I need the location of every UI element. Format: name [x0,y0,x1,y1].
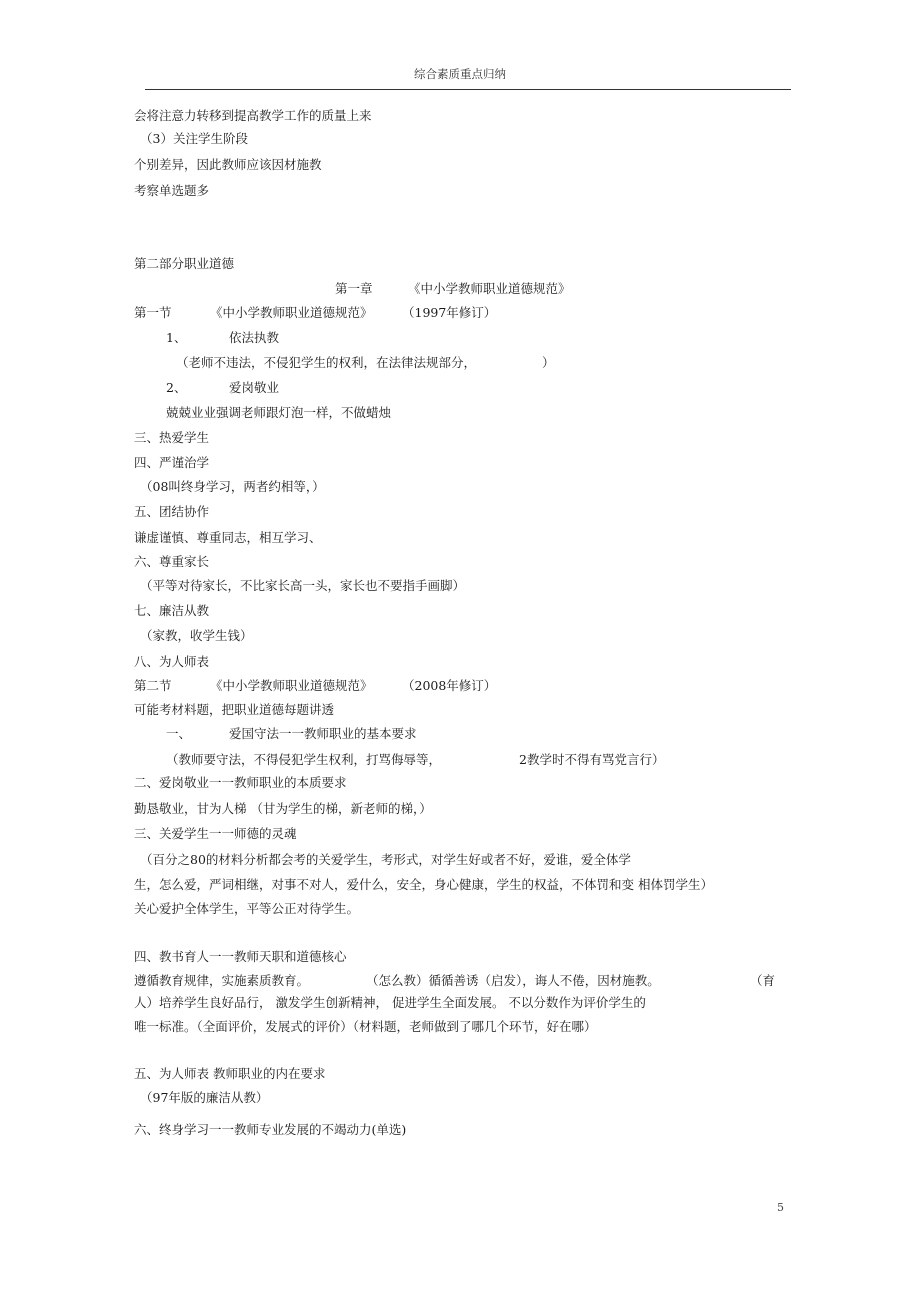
text-line: （97年版的廉洁从教） [140,1090,269,1105]
chapter-label: 第一章 [335,281,373,296]
text-line: ） [542,355,555,370]
text-line: （平等对待家长，不比家长高一头，家长也不要指手画脚） [140,578,466,593]
text-line: （百分之80的材料分析都会考的关爱学生，考形式，对学生好或者不好，爱谁，爱全体学 [140,852,631,867]
item-heading: 五、团结协作 [134,504,210,519]
text-line: 会将注意力转移到提高教学工作的质量上来 [134,108,372,123]
section-label: 第一节 [134,305,172,320]
item-heading: 七、廉洁从教 [134,603,210,618]
chapter-title: 《中小学教师职业道德规范》 [408,281,571,296]
section-year: （2008年修订） [402,678,497,693]
text-line: （育 [750,973,776,988]
item-number: 一、 [166,726,192,741]
text-line: 2教学时不得有骂党言行） [519,752,665,767]
item-heading: 三、关爱学生一一师德的灵魂 [134,826,297,841]
text-line: （老师不违法，不侵犯学生的权利，在法律法规部分， [176,355,477,370]
page-header-title: 综合素质重点归纳 [414,67,506,81]
item-heading: 二、爱岗敬业一一教师职业的本质要求 [134,775,347,790]
text-line: 生，怎么爱，严词相继，对事不对人，爱什么，安全，身心健康，学生的权益，不体罚和变 相体罚学生） [134,877,713,892]
item-heading: 六、终身学习一一教师专业发展的不竭动力(单选) [134,1122,407,1137]
item-title: 爱岗敬业 [229,380,280,395]
text-line: （08叫终身学习，两者约相等，） [140,479,325,494]
section-heading: 第二部分职业道德 [134,256,235,271]
text-line: 关心爱护全体学生，平等公正对待学生。 [134,901,360,916]
text-line: 唯一标准。（全面评价，发展式的评价）（材料题，老师做到了哪几个环节，好在哪） [134,1019,597,1034]
text-line: （教师要守法，不得侵犯学生权利，打骂侮辱等， [166,752,442,767]
text-line: 谦虚谨慎、尊重同志，相互学习、 [134,530,322,545]
text-line: 兢兢业业强调老师跟灯泡一样，不做蜡烛 [166,405,392,420]
item-title: 爱国守法一一教师职业的基本要求 [229,726,417,741]
text-line: （3）关注学生阶段 [140,131,248,146]
item-heading: 五、为人师表 教师职业的内在要求 [134,1066,326,1081]
text-line: 人）培养学生良好品行， 激发学生创新精神， 促进学生全面发展。 不以分数作为评价学生的 [134,995,646,1010]
text-line: 考察单选题多 [134,183,210,198]
item-title: 依法执教 [229,330,280,345]
section-label: 第二节 [134,678,172,693]
section-title: 《中小学教师职业道德规范》 [210,305,373,320]
item-number: 1、 [166,330,187,345]
text-line: （家教，收学生钱） [140,628,253,643]
text-line: 个别差异，因此教师应该因材施教 [134,157,322,172]
text-line: 遵循教育规律，实施素质教育。 [134,973,310,988]
page-number: 5 [777,1201,784,1214]
text-line: 勤恳敬业，甘为人梯 （甘为学生的梯，新老师的梯，） [134,801,432,816]
section-year: （1997年修订） [402,305,497,320]
item-heading: 六、尊重家长 [134,554,210,569]
item-heading: 四、严谨治学 [134,455,210,470]
item-number: 2、 [166,380,187,395]
text-line: （怎么教）循循善诱（启发），诲人不倦，因材施教。 [366,973,660,988]
header-rule [145,89,791,90]
item-heading: 三、热爱学生 [134,430,210,445]
section-title: 《中小学教师职业道德规范》 [210,678,373,693]
text-line: 可能考材料题，把职业道德每题讲透 [134,702,335,717]
item-heading: 八、为人师表 [134,654,210,669]
item-heading: 四、教书育人一一教师天职和道德核心 [134,949,347,964]
